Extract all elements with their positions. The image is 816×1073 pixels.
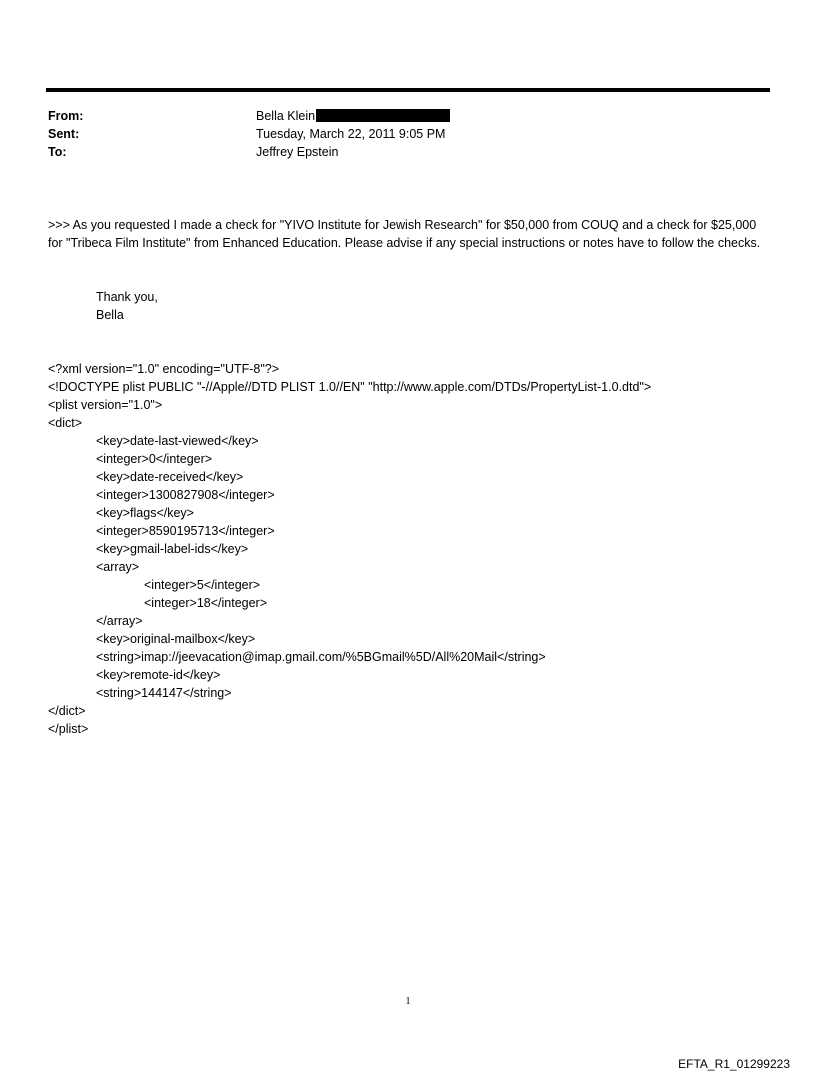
message-body: >>> As you requested I made a check for "YIVO Institute for Jewish Research" for $50,000 from COUQ and a check for $25,000 for "Tribeca Film Institute" from Enhanced Education. Please advise if any special instructions or notes have to follow the checks. — [48, 218, 761, 250]
plist-line: <key>date-last-viewed</key> — [96, 434, 259, 448]
page-number: 1 — [405, 996, 411, 1007]
plist-line: <array> — [96, 560, 140, 574]
plist-line: </array> — [96, 614, 143, 628]
plist-line: <string>imap://jeevacation@imap.gmail.com/%5BGmail%5D/All%20Mail</string> — [96, 650, 546, 664]
plist-line: <key>gmail-label-ids</key> — [96, 542, 249, 556]
plist-line: <key>remote-id</key> — [96, 668, 221, 682]
to-label: To: — [48, 145, 67, 159]
signature: Bella — [96, 308, 124, 322]
plist-block — [48, 360, 651, 738]
plist-line: </dict> — [48, 704, 86, 718]
plist-line: <integer>18</integer> — [144, 596, 268, 610]
plist-line: </plist> — [48, 722, 89, 736]
plist-line: <dict> — [48, 416, 83, 430]
plist-line: <key>original-mailbox</key> — [96, 632, 256, 646]
plist-line: <!DOCTYPE plist PUBLIC "-//Apple//DTD PLIST 1.0//EN" "http://www.apple.com/DTDs/PropertyList-1.0.dtd"> — [48, 380, 652, 394]
to-value: Jeffrey Epstein — [256, 145, 339, 159]
closing-line: Thank you, — [96, 290, 158, 304]
plist-line: <string>144147</string> — [96, 686, 232, 700]
plist-line: <key>date-received</key> — [96, 470, 244, 484]
plist-line: <integer>5</integer> — [144, 578, 261, 592]
sender-name: Bella Klein — [256, 109, 316, 123]
plist-line: <integer>0</integer> — [96, 452, 213, 466]
sent-label: Sent: — [48, 127, 80, 141]
plist-line: <key>flags</key> — [96, 506, 194, 520]
from-value — [256, 108, 450, 125]
bates-number: EFTA_R1_01299223 — [678, 1057, 790, 1071]
plist-line: <integer>8590195713</integer> — [96, 524, 275, 538]
from-label: From: — [48, 109, 84, 123]
redaction-bar — [316, 109, 450, 122]
plist-line: <integer>1300827908</integer> — [96, 488, 275, 502]
sent-value: Tuesday, March 22, 2011 9:05 PM — [256, 127, 446, 141]
plist-line: <plist version="1.0"> — [48, 398, 163, 412]
plist-line: <?xml version="1.0" encoding="UTF-8"?> — [48, 362, 280, 376]
header-rule — [46, 88, 770, 92]
